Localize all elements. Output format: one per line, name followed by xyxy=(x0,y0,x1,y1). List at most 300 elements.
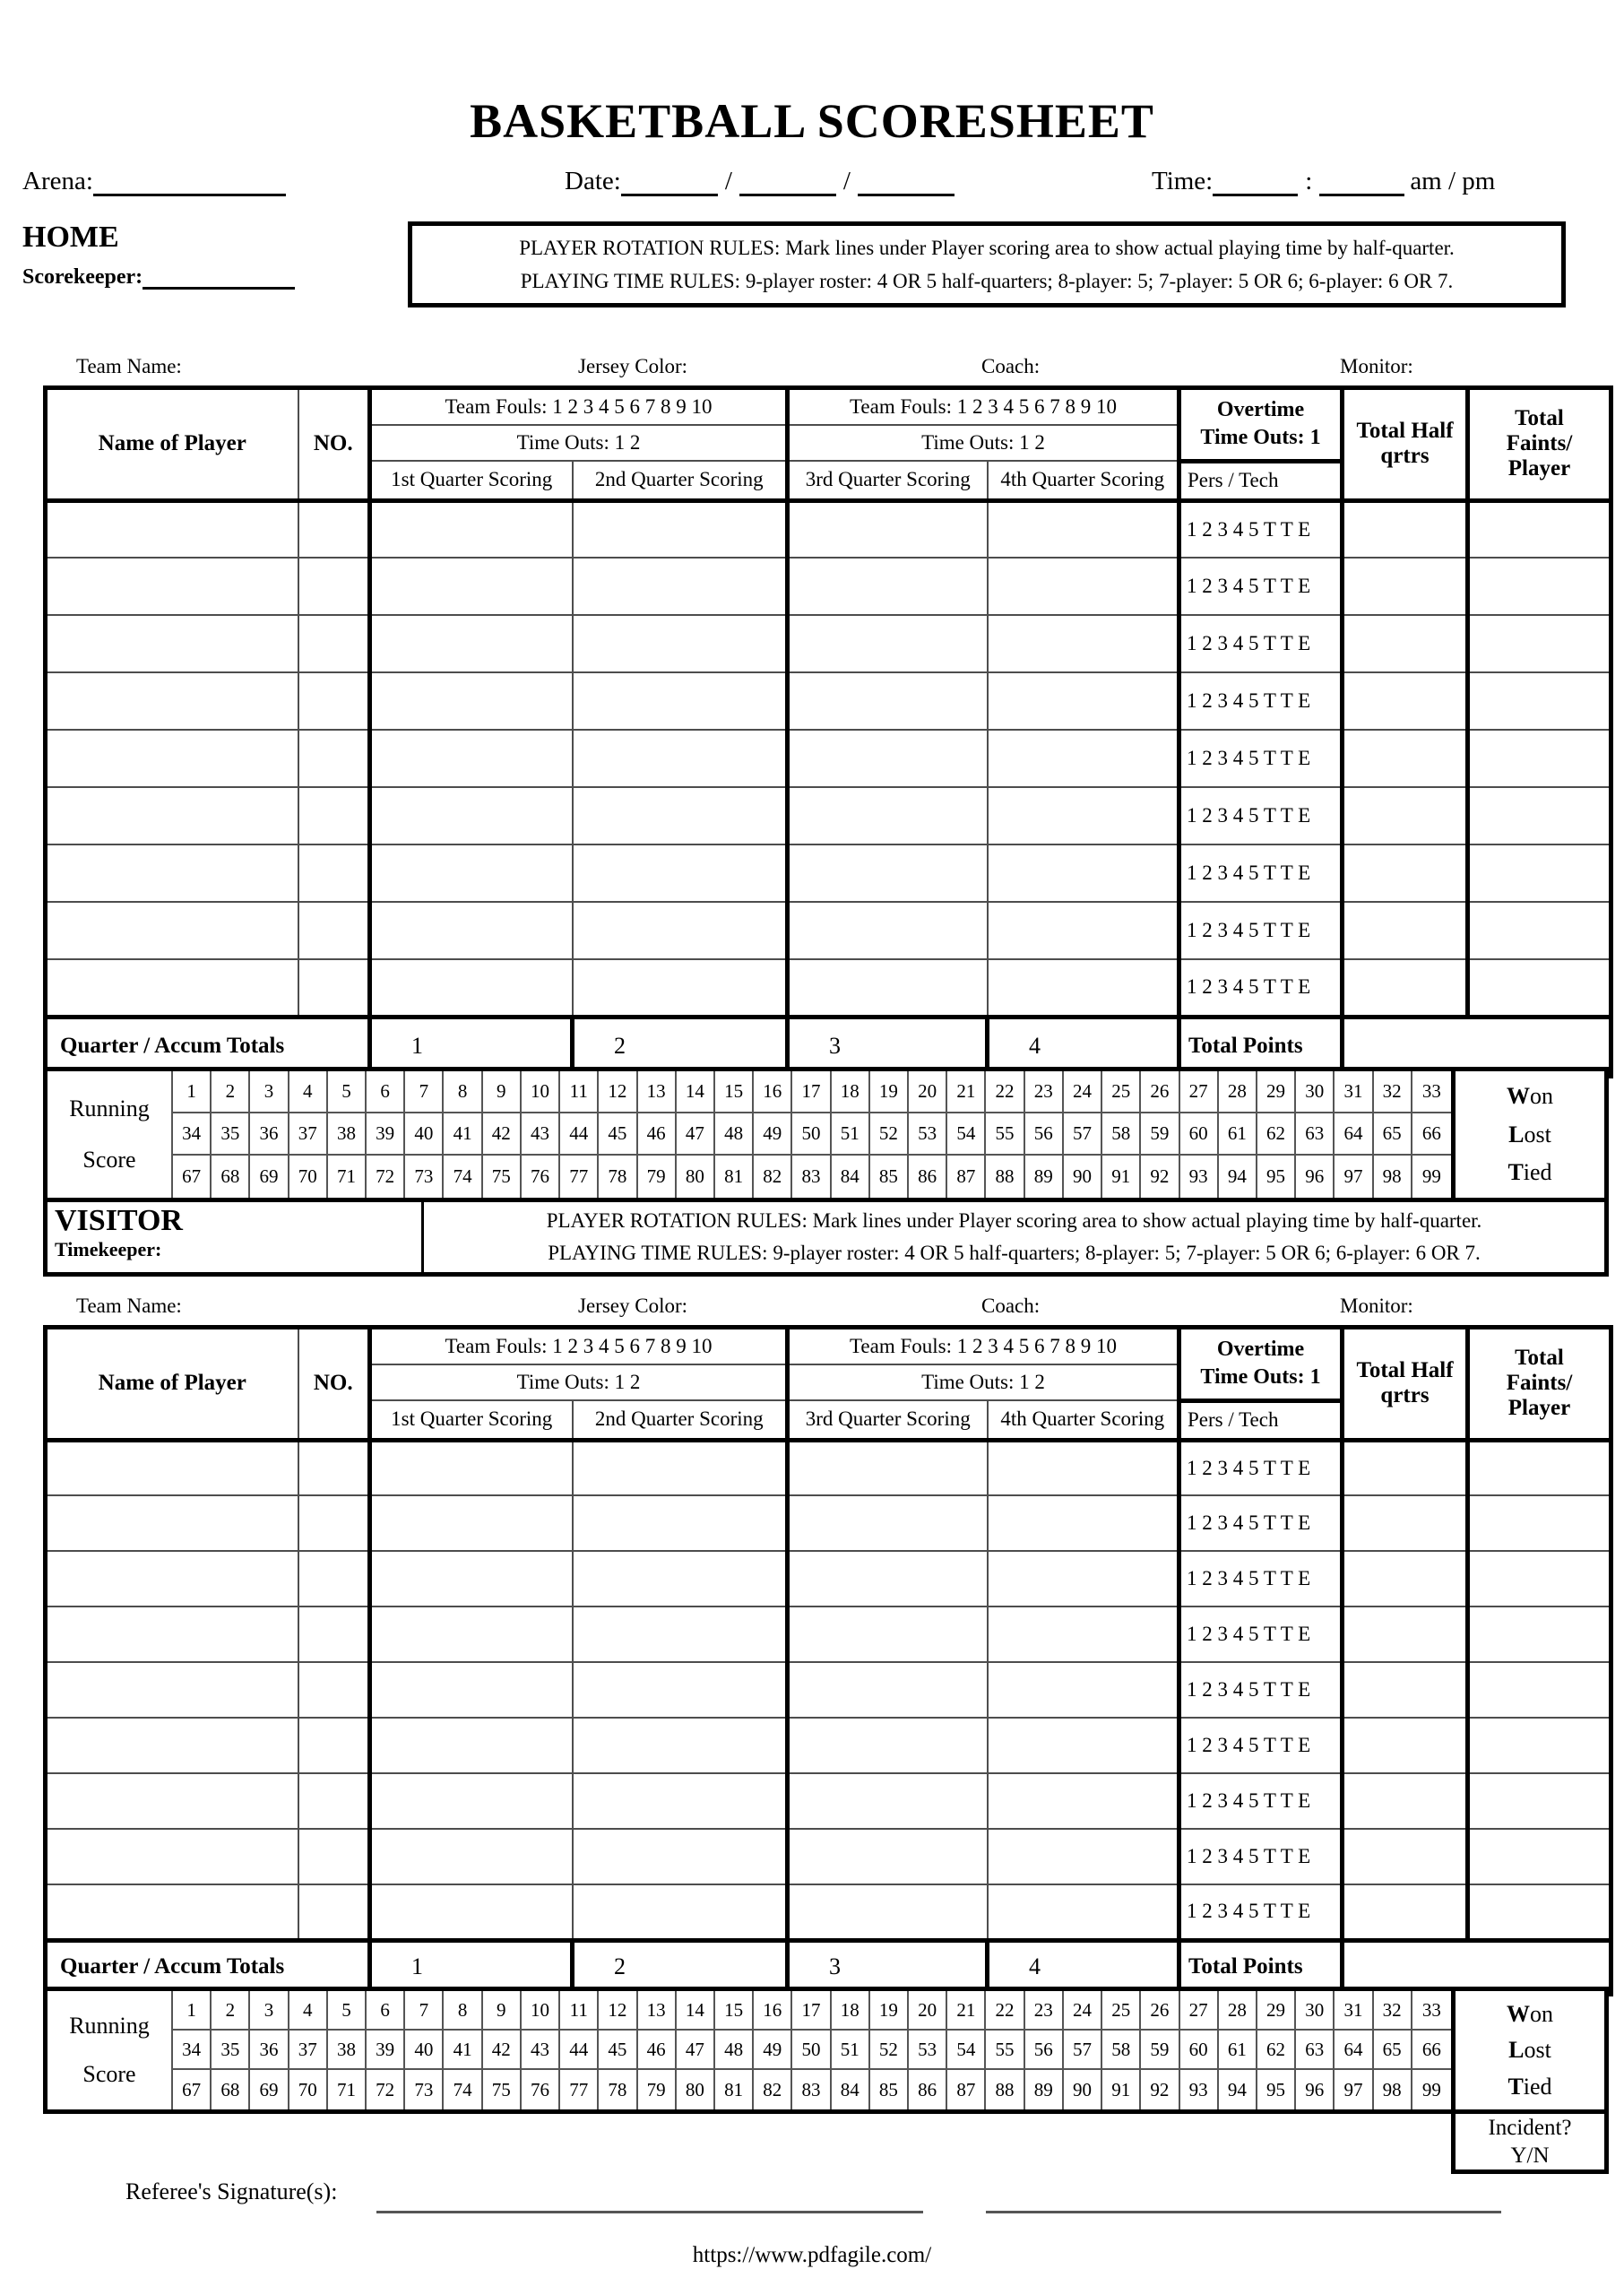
running-score-cell[interactable]: 80 xyxy=(677,2070,715,2109)
player-no-cell[interactable] xyxy=(298,1662,370,1718)
total-half-qrtrs-cell[interactable] xyxy=(1343,672,1468,730)
running-score-cell[interactable]: 14 xyxy=(677,1991,715,2031)
q4-total-cell[interactable]: 4 xyxy=(988,1940,1179,1994)
running-score-cell[interactable]: 26 xyxy=(1141,1991,1179,2031)
q2-scoring-cell[interactable] xyxy=(573,959,788,1017)
running-score-cell[interactable]: 76 xyxy=(522,2070,560,2109)
running-score-cell[interactable]: 57 xyxy=(1064,1113,1102,1156)
running-score-cell[interactable]: 71 xyxy=(328,1156,367,1198)
running-score-cell[interactable]: 86 xyxy=(909,1156,947,1198)
total-half-qrtrs-cell[interactable] xyxy=(1343,1495,1468,1551)
player-no-cell[interactable] xyxy=(298,787,370,844)
running-score-cell[interactable]: 76 xyxy=(522,1156,560,1198)
running-score-cell[interactable]: 62 xyxy=(1257,2031,1296,2070)
total-faints-cell[interactable] xyxy=(1468,558,1611,615)
player-name-cell[interactable] xyxy=(46,787,298,844)
q4-scoring-cell[interactable] xyxy=(988,672,1179,730)
q1-scoring-cell[interactable] xyxy=(370,787,573,844)
player-name-cell[interactable] xyxy=(46,730,298,787)
personal-fouls-scale-cell[interactable]: 1 2 3 4 5 T T E xyxy=(1179,1884,1343,1940)
running-score-cell[interactable]: 31 xyxy=(1335,1071,1373,1113)
running-score-cell[interactable]: 45 xyxy=(599,1113,637,1156)
q2-scoring-cell[interactable] xyxy=(573,902,788,959)
running-score-cell[interactable]: 18 xyxy=(832,1991,870,2031)
running-score-cell[interactable]: 73 xyxy=(405,2070,444,2109)
q3-scoring-cell[interactable] xyxy=(788,1884,988,1940)
running-score-cell[interactable]: 20 xyxy=(909,1991,947,2031)
running-score-cell[interactable]: 97 xyxy=(1335,2070,1373,2109)
q2-total-cell[interactable]: 2 xyxy=(573,1017,788,1076)
total-half-qrtrs-cell[interactable] xyxy=(1343,500,1468,558)
running-score-cell[interactable]: 93 xyxy=(1180,2070,1219,2109)
running-score-cell[interactable]: 59 xyxy=(1141,2031,1179,2070)
running-score-cell[interactable]: 53 xyxy=(909,2031,947,2070)
ampm-label[interactable]: am / pm xyxy=(1410,167,1496,195)
player-name-cell[interactable] xyxy=(46,1495,298,1551)
running-score-cell[interactable]: 27 xyxy=(1180,1071,1219,1113)
running-score-cell[interactable]: 73 xyxy=(405,1156,444,1198)
running-score-cell[interactable]: 33 xyxy=(1412,1071,1451,1113)
running-score-cell[interactable]: 25 xyxy=(1102,1991,1141,2031)
date-line-2[interactable] xyxy=(739,168,836,196)
running-score-cell[interactable]: 22 xyxy=(986,1991,1024,2031)
player-name-cell[interactable] xyxy=(46,959,298,1017)
running-score-cell[interactable]: 32 xyxy=(1374,1071,1412,1113)
q1-scoring-cell[interactable] xyxy=(370,902,573,959)
player-name-cell[interactable] xyxy=(46,1773,298,1829)
total-faints-cell[interactable] xyxy=(1468,844,1611,902)
q4-scoring-cell[interactable] xyxy=(988,1829,1179,1884)
running-score-cell[interactable]: 15 xyxy=(715,1071,754,1113)
personal-fouls-scale-cell[interactable]: 1 2 3 4 5 T T E xyxy=(1179,1662,1343,1718)
running-score-cell[interactable]: 44 xyxy=(560,1113,599,1156)
player-name-cell[interactable] xyxy=(46,1440,298,1495)
q1-scoring-cell[interactable] xyxy=(370,959,573,1017)
running-score-cell[interactable]: 68 xyxy=(212,1156,250,1198)
running-score-cell[interactable]: 39 xyxy=(367,2031,405,2070)
running-score-cell[interactable]: 27 xyxy=(1180,1991,1219,2031)
running-score-cell[interactable]: 69 xyxy=(250,2070,289,2109)
running-score-cell[interactable]: 83 xyxy=(792,2070,831,2109)
q1-scoring-cell[interactable] xyxy=(370,730,573,787)
personal-fouls-scale-cell[interactable]: 1 2 3 4 5 T T E xyxy=(1179,844,1343,902)
running-score-cell[interactable]: 55 xyxy=(986,1113,1024,1156)
q1-scoring-cell[interactable] xyxy=(370,500,573,558)
running-score-cell[interactable]: 21 xyxy=(947,1071,986,1113)
running-score-cell[interactable]: 40 xyxy=(405,2031,444,2070)
running-score-cell[interactable]: 91 xyxy=(1102,2070,1141,2109)
running-score-cell[interactable]: 46 xyxy=(638,2031,677,2070)
q3-scoring-cell[interactable] xyxy=(788,787,988,844)
q2-scoring-cell[interactable] xyxy=(573,1884,788,1940)
total-faints-cell[interactable] xyxy=(1468,1440,1611,1495)
running-score-cell[interactable]: 21 xyxy=(947,1991,986,2031)
running-score-cell[interactable]: 10 xyxy=(522,1991,560,2031)
total-faints-cell[interactable] xyxy=(1468,1884,1611,1940)
q2-scoring-cell[interactable] xyxy=(573,1718,788,1773)
running-score-cell[interactable]: 95 xyxy=(1257,2070,1296,2109)
q1-scoring-cell[interactable] xyxy=(370,1773,573,1829)
player-name-cell[interactable] xyxy=(46,500,298,558)
running-score-cell[interactable]: 94 xyxy=(1219,2070,1257,2109)
q1-scoring-cell[interactable] xyxy=(370,672,573,730)
running-score-cell[interactable]: 88 xyxy=(986,2070,1024,2109)
player-name-cell[interactable] xyxy=(46,1606,298,1662)
incident-yn-box[interactable] xyxy=(1451,2109,1609,2174)
running-score-cell[interactable]: 38 xyxy=(328,1113,367,1156)
q3-scoring-cell[interactable] xyxy=(788,1551,988,1606)
running-score-cell[interactable]: 99 xyxy=(1421,1165,1441,1187)
running-score-cell[interactable]: 10 xyxy=(522,1071,560,1113)
q1-scoring-cell[interactable] xyxy=(370,1662,573,1718)
player-no-cell[interactable] xyxy=(298,1718,370,1773)
running-score-cell[interactable]: 9 xyxy=(483,1991,522,2031)
q3-scoring-cell[interactable] xyxy=(788,1606,988,1662)
running-score-cell[interactable]: 22 xyxy=(986,1071,1024,1113)
running-score-cell[interactable]: 12 xyxy=(599,1071,637,1113)
q3-scoring-cell[interactable] xyxy=(788,959,988,1017)
running-score-cell[interactable]: 42 xyxy=(483,1113,522,1156)
total-half-qrtrs-cell[interactable] xyxy=(1343,1884,1468,1940)
running-score-cell[interactable]: 52 xyxy=(870,2031,909,2070)
running-score-cell[interactable]: 24 xyxy=(1064,1991,1102,2031)
total-half-qrtrs-cell[interactable] xyxy=(1343,615,1468,672)
total-half-qrtrs-cell[interactable] xyxy=(1343,1773,1468,1829)
q2-scoring-cell[interactable] xyxy=(573,1440,788,1495)
player-no-cell[interactable] xyxy=(298,844,370,902)
overtime-timeouts-header[interactable] xyxy=(1179,1328,1343,1401)
player-no-cell[interactable] xyxy=(298,1551,370,1606)
running-score-cell[interactable]: 59 xyxy=(1141,1113,1179,1156)
total-half-qrtrs-cell[interactable] xyxy=(1343,1718,1468,1773)
q4-scoring-cell[interactable] xyxy=(988,500,1179,558)
running-score-cell[interactable]: 56 xyxy=(1025,2031,1064,2070)
running-score-cell[interactable]: 49 xyxy=(754,2031,792,2070)
running-score-cell[interactable]: 47 xyxy=(677,2031,715,2070)
player-no-cell[interactable] xyxy=(298,500,370,558)
total-faints-cell[interactable] xyxy=(1468,787,1611,844)
running-score-cell[interactable]: 1 xyxy=(173,1991,212,2031)
running-score-cell[interactable]: 64 xyxy=(1335,2031,1373,2070)
running-score-cell[interactable]: 3 xyxy=(250,1071,289,1113)
running-score-cell[interactable]: 43 xyxy=(522,2031,560,2070)
running-score-cell[interactable]: 55 xyxy=(986,2031,1024,2070)
personal-fouls-scale-cell[interactable]: 1 2 3 4 5 T T E xyxy=(1179,1440,1343,1495)
running-score-cell[interactable]: 75 xyxy=(483,1156,522,1198)
q2-total-cell[interactable]: 2 xyxy=(573,1940,788,1994)
team-fouls-scale-second-half[interactable]: Team Fouls: 1 2 3 4 5 6 7 8 9 10 xyxy=(788,1328,1179,1365)
running-score-cell[interactable]: 91 xyxy=(1102,1156,1141,1198)
running-score-cell[interactable]: 82 xyxy=(754,2070,792,2109)
q4-total-cell[interactable]: 4 xyxy=(988,1017,1179,1076)
running-score-cell[interactable]: 78 xyxy=(599,1156,637,1198)
running-score-cell[interactable]: 15 xyxy=(715,1991,754,2031)
running-score-cell[interactable]: 24 xyxy=(1064,1071,1102,1113)
result-won-option[interactable]: Won xyxy=(1507,1082,1553,1109)
time-minute-line[interactable] xyxy=(1319,168,1404,196)
personal-fouls-scale-cell[interactable]: 1 2 3 4 5 T T E xyxy=(1179,672,1343,730)
running-score-cell[interactable]: 13 xyxy=(638,1991,677,2031)
running-score-cell[interactable]: 78 xyxy=(599,2070,637,2109)
total-half-qrtrs-cell[interactable] xyxy=(1343,787,1468,844)
running-score-cell[interactable]: 94 xyxy=(1219,1156,1257,1198)
running-score-cell[interactable]: 34 xyxy=(173,1113,212,1156)
referee-signature-line-2[interactable] xyxy=(986,2211,1501,2213)
running-score-cell[interactable]: 96 xyxy=(1296,1156,1335,1198)
running-score-cell[interactable]: 16 xyxy=(754,1991,792,2031)
total-faints-cell[interactable] xyxy=(1468,1606,1611,1662)
running-score-cell[interactable]: 98 xyxy=(1374,1156,1412,1198)
total-half-qrtrs-cell[interactable] xyxy=(1343,1829,1468,1884)
running-score-cell[interactable]: 95 xyxy=(1257,1156,1296,1198)
running-score-cell[interactable]: 43 xyxy=(522,1113,560,1156)
total-points-cell[interactable] xyxy=(1343,1940,1611,1994)
result-tied-option[interactable]: Tied xyxy=(1507,1159,1552,1186)
running-score-cell[interactable]: 2 xyxy=(212,1991,250,2031)
q3-scoring-cell[interactable] xyxy=(788,730,988,787)
running-score-cell[interactable]: 39 xyxy=(367,1113,405,1156)
running-score-cell[interactable]: 9 xyxy=(483,1071,522,1113)
team-fouls-scale-second-half[interactable]: Team Fouls: 1 2 3 4 5 6 7 8 9 10 xyxy=(788,388,1179,426)
running-score-cell[interactable]: 64 xyxy=(1335,1113,1373,1156)
player-name-cell[interactable] xyxy=(46,615,298,672)
personal-fouls-scale-cell[interactable]: 1 2 3 4 5 T T E xyxy=(1179,1495,1343,1551)
running-score-cell[interactable]: 14 xyxy=(677,1071,715,1113)
running-score-cell[interactable]: 35 xyxy=(212,1113,250,1156)
personal-fouls-scale-cell[interactable]: 1 2 3 4 5 T T E xyxy=(1179,500,1343,558)
q4-scoring-cell[interactable] xyxy=(988,959,1179,1017)
q2-scoring-cell[interactable] xyxy=(573,1829,788,1884)
total-faints-cell[interactable] xyxy=(1468,902,1611,959)
scorekeeper-input-line[interactable] xyxy=(143,265,295,290)
running-score-cell[interactable]: 23 xyxy=(1025,1991,1064,2031)
q1-total-cell[interactable]: 1 xyxy=(370,1017,573,1076)
total-half-qrtrs-cell[interactable] xyxy=(1343,1606,1468,1662)
total-faints-cell[interactable] xyxy=(1468,1551,1611,1606)
personal-fouls-scale-cell[interactable]: 1 2 3 4 5 T T E xyxy=(1179,1773,1343,1829)
running-score-cell[interactable]: 74 xyxy=(444,1156,482,1198)
player-no-cell[interactable] xyxy=(298,1829,370,1884)
player-name-cell[interactable] xyxy=(46,672,298,730)
running-score-cell[interactable]: 44 xyxy=(560,2031,599,2070)
q3-scoring-cell[interactable] xyxy=(788,902,988,959)
total-faints-cell[interactable] xyxy=(1468,1773,1611,1829)
q4-scoring-cell[interactable] xyxy=(988,1718,1179,1773)
team-fouls-scale-first-half[interactable]: Team Fouls: 1 2 3 4 5 6 7 8 9 10 xyxy=(370,1328,788,1365)
running-score-cell[interactable]: 57 xyxy=(1064,2031,1102,2070)
running-score-cell[interactable]: 92 xyxy=(1141,2070,1179,2109)
player-no-cell[interactable] xyxy=(298,1606,370,1662)
running-score-cell[interactable]: 36 xyxy=(250,2031,289,2070)
q4-scoring-cell[interactable] xyxy=(988,1440,1179,1495)
personal-fouls-scale-cell[interactable]: 1 2 3 4 5 T T E xyxy=(1179,558,1343,615)
total-faints-cell[interactable] xyxy=(1468,672,1611,730)
running-score-cell[interactable]: 56 xyxy=(1025,1113,1064,1156)
q4-scoring-cell[interactable] xyxy=(988,844,1179,902)
running-score-cell[interactable]: 1 xyxy=(173,1071,212,1113)
running-score-cell[interactable]: 96 xyxy=(1296,2070,1335,2109)
running-score-cell[interactable]: 50 xyxy=(792,1113,831,1156)
running-score-cell[interactable]: 61 xyxy=(1219,1113,1257,1156)
running-score-cell[interactable]: 84 xyxy=(832,1156,870,1198)
arena-input-line[interactable] xyxy=(93,168,286,196)
running-score-cell[interactable]: 67 xyxy=(173,2070,212,2109)
running-score-cell[interactable]: 74 xyxy=(444,2070,482,2109)
q3-scoring-cell[interactable] xyxy=(788,558,988,615)
personal-fouls-scale-cell[interactable]: 1 2 3 4 5 T T E xyxy=(1179,902,1343,959)
running-score-cell[interactable]: 28 xyxy=(1219,1071,1257,1113)
running-score-cell[interactable]: 85 xyxy=(870,1156,909,1198)
running-score-cell[interactable]: 51 xyxy=(832,2031,870,2070)
running-score-cell[interactable]: 33 xyxy=(1412,1991,1451,2031)
running-score-cell[interactable]: 65 xyxy=(1374,2031,1412,2070)
player-no-cell[interactable] xyxy=(298,1773,370,1829)
player-name-cell[interactable] xyxy=(46,844,298,902)
result-tied-option[interactable]: Tied xyxy=(1507,2073,1552,2100)
q1-scoring-cell[interactable] xyxy=(370,1718,573,1773)
running-score-cell[interactable]: 99 xyxy=(1421,2078,1441,2100)
q4-scoring-cell[interactable] xyxy=(988,1551,1179,1606)
q1-scoring-cell[interactable] xyxy=(370,558,573,615)
running-score-cell[interactable]: 58 xyxy=(1102,2031,1141,2070)
running-score-cell[interactable]: 62 xyxy=(1257,1113,1296,1156)
q2-scoring-cell[interactable] xyxy=(573,1495,788,1551)
running-score-cell[interactable]: 65 xyxy=(1374,1113,1412,1156)
running-score-cell[interactable]: 30 xyxy=(1296,1071,1335,1113)
running-score-cell[interactable]: 19 xyxy=(870,1071,909,1113)
running-score-cell[interactable]: 83 xyxy=(792,1156,831,1198)
result-won-option[interactable]: Won xyxy=(1507,2000,1553,2027)
running-score-cell[interactable]: 2 xyxy=(212,1071,250,1113)
q4-scoring-cell[interactable] xyxy=(988,1495,1179,1551)
q3-scoring-cell[interactable] xyxy=(788,1829,988,1884)
running-score-cell[interactable]: 89 xyxy=(1025,1156,1064,1198)
running-score-cell[interactable]: 42 xyxy=(483,2031,522,2070)
running-score-cell[interactable]: 4 xyxy=(289,1991,328,2031)
running-score-cell[interactable]: 92 xyxy=(1141,1156,1179,1198)
running-score-cell[interactable]: 70 xyxy=(289,2070,328,2109)
total-faints-cell[interactable] xyxy=(1468,1829,1611,1884)
q4-scoring-cell[interactable] xyxy=(988,730,1179,787)
running-score-cell[interactable]: 3 xyxy=(250,1991,289,2031)
running-score-cell[interactable]: 77 xyxy=(560,1156,599,1198)
running-score-cell[interactable]: 70 xyxy=(289,1156,328,1198)
q3-scoring-cell[interactable] xyxy=(788,844,988,902)
q4-scoring-cell[interactable] xyxy=(988,787,1179,844)
player-no-cell[interactable] xyxy=(298,1884,370,1940)
running-score-cell[interactable]: 17 xyxy=(792,1071,831,1113)
personal-fouls-scale-cell[interactable]: 1 2 3 4 5 T T E xyxy=(1179,1551,1343,1606)
date-line-3[interactable] xyxy=(858,168,955,196)
running-score-cell[interactable]: 75 xyxy=(483,2070,522,2109)
running-score-cell[interactable]: 7 xyxy=(405,1991,444,2031)
running-score-cell[interactable]: 54 xyxy=(947,2031,986,2070)
running-score-cell[interactable]: 67 xyxy=(173,1156,212,1198)
running-score-cell[interactable]: 7 xyxy=(405,1071,444,1113)
running-score-cell[interactable]: 88 xyxy=(986,1156,1024,1198)
player-no-cell[interactable] xyxy=(298,615,370,672)
running-score-cell[interactable]: 72 xyxy=(367,1156,405,1198)
total-faints-cell[interactable] xyxy=(1468,1718,1611,1773)
running-score-cell[interactable]: 8 xyxy=(444,1071,482,1113)
personal-fouls-scale-cell[interactable]: 1 2 3 4 5 T T E xyxy=(1179,1829,1343,1884)
q1-scoring-cell[interactable] xyxy=(370,1440,573,1495)
running-score-cell[interactable]: 68 xyxy=(212,2070,250,2109)
q2-scoring-cell[interactable] xyxy=(573,787,788,844)
running-score-cell[interactable]: 80 xyxy=(677,1156,715,1198)
running-score-cell[interactable]: 63 xyxy=(1296,1113,1335,1156)
running-score-cell[interactable]: 26 xyxy=(1141,1071,1179,1113)
footer-url[interactable]: https://www.pdfagile.com/ xyxy=(692,2243,932,2267)
running-score-cell[interactable]: 31 xyxy=(1335,1991,1373,2031)
player-no-cell[interactable] xyxy=(298,902,370,959)
running-score-cell[interactable]: 81 xyxy=(715,2070,754,2109)
running-score-cell[interactable]: 87 xyxy=(947,1156,986,1198)
running-score-cell[interactable]: 18 xyxy=(832,1071,870,1113)
timeouts-scale-first-half[interactable]: Time Outs: 1 2 xyxy=(370,425,788,461)
team-fouls-scale-first-half[interactable]: Team Fouls: 1 2 3 4 5 6 7 8 9 10 xyxy=(370,388,788,426)
running-score-cell[interactable]: 11 xyxy=(560,1071,599,1113)
running-score-cell[interactable]: 5 xyxy=(328,1991,367,2031)
running-score-cell[interactable]: 54 xyxy=(947,1113,986,1156)
total-half-qrtrs-cell[interactable] xyxy=(1343,959,1468,1017)
q3-scoring-cell[interactable] xyxy=(788,615,988,672)
running-score-cell[interactable]: 35 xyxy=(212,2031,250,2070)
q4-scoring-cell[interactable] xyxy=(988,1773,1179,1829)
player-name-cell[interactable] xyxy=(46,558,298,615)
q2-scoring-cell[interactable] xyxy=(573,1551,788,1606)
player-name-cell[interactable] xyxy=(46,1829,298,1884)
running-score-cell[interactable]: 84 xyxy=(832,2070,870,2109)
total-half-qrtrs-cell[interactable] xyxy=(1343,730,1468,787)
q1-scoring-cell[interactable] xyxy=(370,1606,573,1662)
running-score-cell[interactable]: 89 xyxy=(1025,2070,1064,2109)
q2-scoring-cell[interactable] xyxy=(573,1606,788,1662)
player-name-cell[interactable] xyxy=(46,1884,298,1940)
q1-scoring-cell[interactable] xyxy=(370,615,573,672)
running-score-cell[interactable]: 79 xyxy=(638,2070,677,2109)
total-faints-cell[interactable] xyxy=(1468,500,1611,558)
q3-scoring-cell[interactable] xyxy=(788,1718,988,1773)
running-score-cell[interactable]: 20 xyxy=(909,1071,947,1113)
running-score-cell[interactable]: 90 xyxy=(1064,2070,1102,2109)
personal-fouls-scale-cell[interactable]: 1 2 3 4 5 T T E xyxy=(1179,1606,1343,1662)
running-score-cell[interactable]: 30 xyxy=(1296,1991,1335,2031)
q2-scoring-cell[interactable] xyxy=(573,730,788,787)
player-name-cell[interactable] xyxy=(46,902,298,959)
player-no-cell[interactable] xyxy=(298,672,370,730)
q1-scoring-cell[interactable] xyxy=(370,1551,573,1606)
running-score-cell[interactable]: 5 xyxy=(328,1071,367,1113)
running-score-cell[interactable]: 41 xyxy=(444,1113,482,1156)
q4-scoring-cell[interactable] xyxy=(988,1606,1179,1662)
player-name-cell[interactable] xyxy=(46,1551,298,1606)
q2-scoring-cell[interactable] xyxy=(573,1773,788,1829)
personal-fouls-scale-cell[interactable]: 1 2 3 4 5 T T E xyxy=(1179,1718,1343,1773)
timeouts-scale-first-half[interactable]: Time Outs: 1 2 xyxy=(370,1364,788,1400)
running-score-cell[interactable]: 49 xyxy=(754,1113,792,1156)
running-score-cell[interactable]: 12 xyxy=(599,1991,637,2031)
running-score-cell[interactable]: 46 xyxy=(638,1113,677,1156)
q3-scoring-cell[interactable] xyxy=(788,1440,988,1495)
running-score-cell[interactable]: 69 xyxy=(250,1156,289,1198)
player-no-cell[interactable] xyxy=(298,959,370,1017)
total-faints-cell[interactable] xyxy=(1468,615,1611,672)
q3-scoring-cell[interactable] xyxy=(788,500,988,558)
time-hour-line[interactable] xyxy=(1213,168,1298,196)
total-faints-cell[interactable] xyxy=(1468,730,1611,787)
q2-scoring-cell[interactable] xyxy=(573,1662,788,1718)
